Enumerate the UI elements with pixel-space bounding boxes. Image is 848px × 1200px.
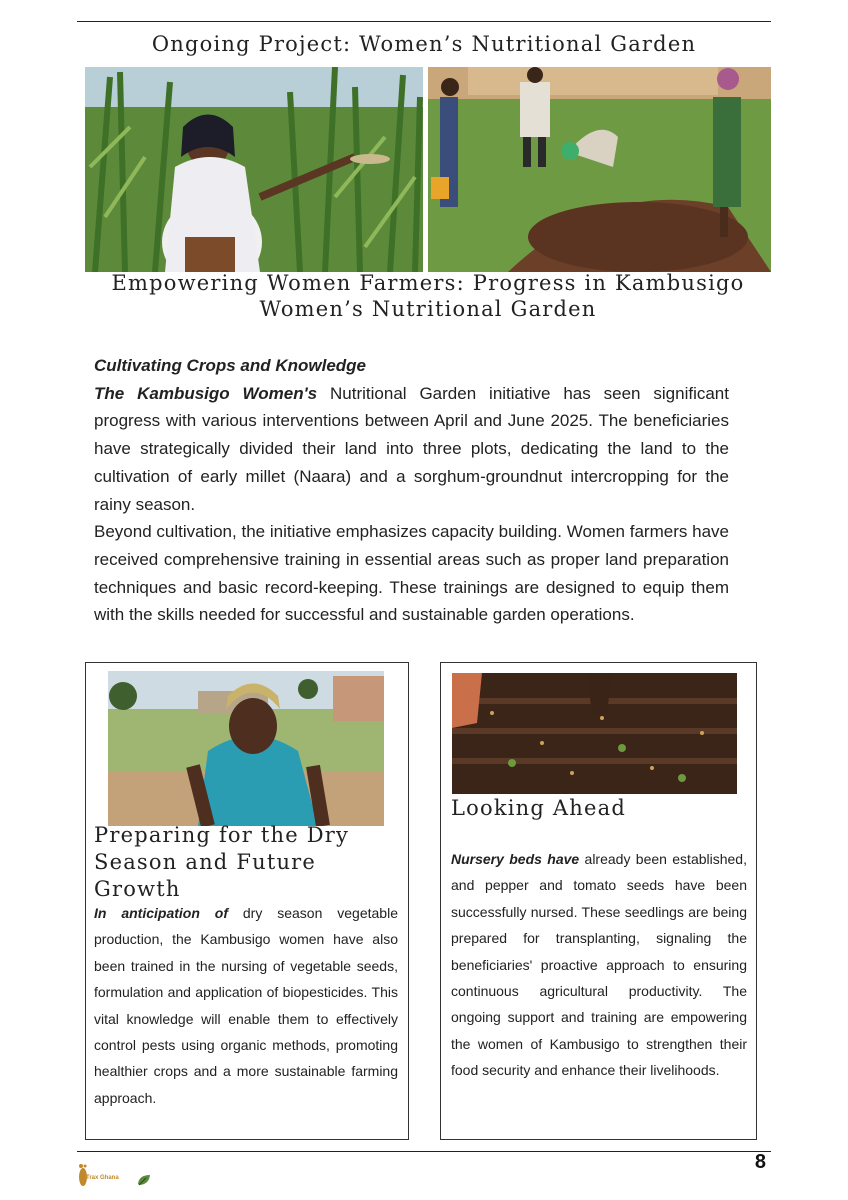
intro-subheading: Cultivating Crops and Knowledge [94, 356, 367, 375]
main-headline-line-1: Empowering Women Farmers: Progress in Kambusigo [111, 271, 745, 295]
photo-smiling-woman-farmer [108, 671, 384, 826]
looking-ahead-paragraph [451, 846, 747, 1084]
dry-season-title-line-1: Preparing for the Dry [94, 823, 350, 847]
looking-ahead-title: Looking Ahead [451, 796, 626, 820]
looking-ahead-text [451, 846, 747, 1084]
top-rule [77, 21, 771, 22]
looking-ahead-body: already been established, and pepper and tomato seeds have been successfully nursed. These seedlings are being prepared for transplanting, signaling the beneficiaries' proactive approach to ensuring continuous agricultural productivity. The ongoing support and training are empowering the women of Kambusigo to strengthen their food security and enhance their livelihoods. [451, 851, 747, 1079]
dry-season-title [94, 822, 404, 903]
intro-section [94, 352, 729, 629]
bottom-rule [77, 1151, 771, 1152]
photo-nursery-beds [452, 673, 737, 794]
dry-season-body: dry season vegetable production, the Kambusigo women have also been trained in the nursing of vegetable seeds, formulation and application of biopesticides. This vital knowledge will enable them to effectively control pests using organic methods, promoting healthier crops and a more sustainable farming approach. [94, 905, 398, 1106]
intro-paragraph-1-lead: The Kambusigo Women's [94, 383, 318, 403]
intro-paragraph-1-text: Nutritional Garden initiative has seen significant progress with various interventions between April and June 2025. The beneficiaries have strategically divided their land into three plots, dedicating the land to the cultivation of early millet (Naara) and a sorghum-groundnut intercropping for the rainy season. [94, 383, 729, 514]
page-heading: Ongoing Project: Women’s Nutritional Garden [151, 32, 697, 56]
intro-paragraph-1 [94, 380, 729, 519]
dry-season-lead: In anticipation of [94, 905, 228, 921]
page-number: 8 [754, 1151, 766, 1173]
dry-season-title-line-2: Season and Future Growth [94, 850, 317, 901]
leaf-icon [136, 1172, 152, 1188]
intro-paragraph-2: Beyond cultivation, the initiative emphasizes capacity building. Women farmers have received comprehensive training in essential areas such as proper land preparation techniques and basic record-keeping. These trainings are designed to equip them with the skills needed for successful and sustainable garden operations. [94, 522, 729, 625]
photo-woman-in-millet-field [85, 67, 423, 272]
main-headline [90, 270, 766, 322]
logo-text: Trax Ghana [86, 1175, 119, 1181]
looking-ahead-lead: Nursery beds have [451, 851, 580, 867]
trax-ghana-logo [76, 1162, 132, 1194]
dry-season-paragraph [94, 900, 398, 1111]
dry-season-text [94, 900, 398, 1111]
photo-women-preparing-land [428, 67, 771, 272]
main-headline-line-2: Women’s Nutritional Garden [259, 297, 597, 321]
